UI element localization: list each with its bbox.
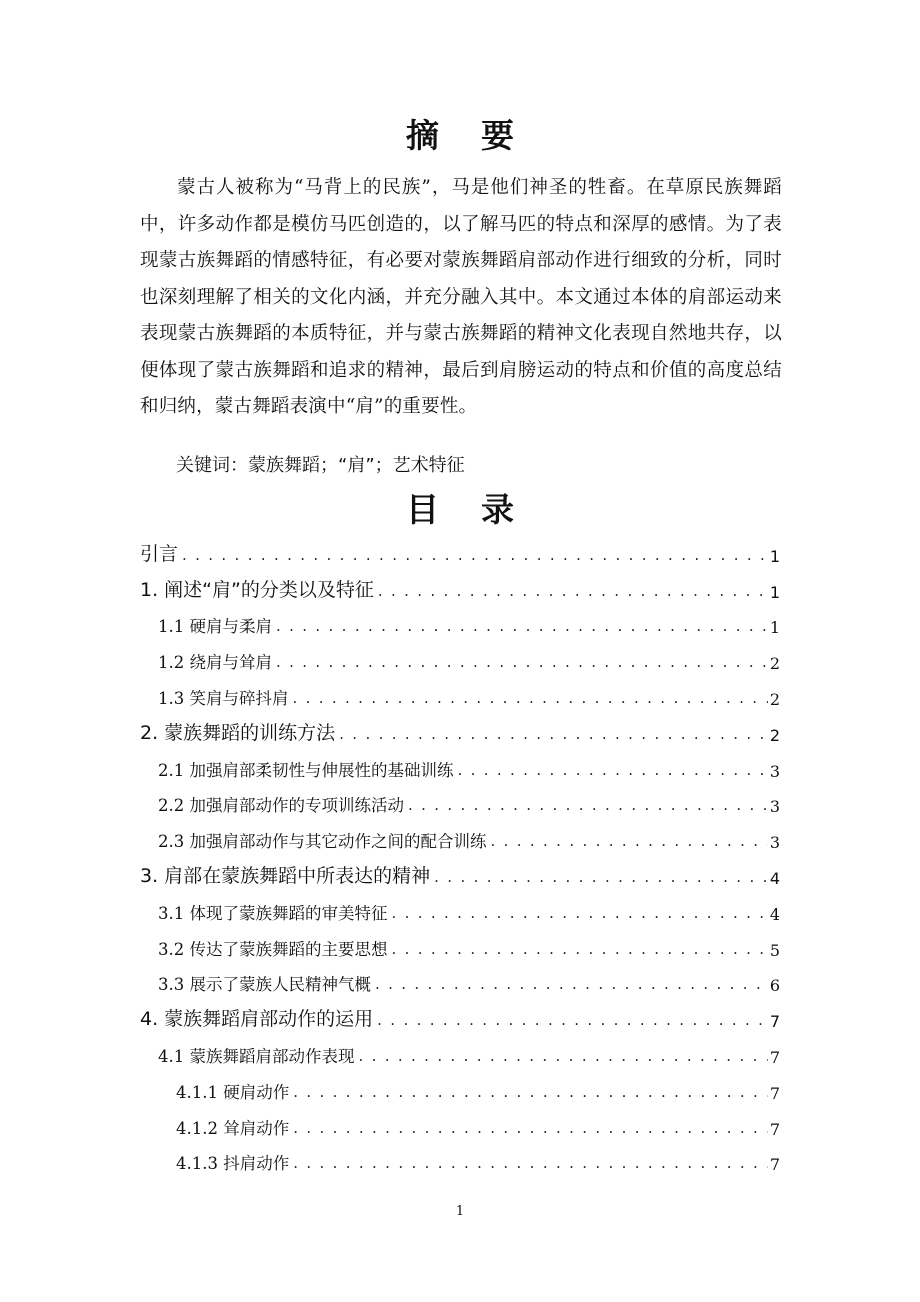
keywords-label: 关键词： xyxy=(176,455,248,476)
toc-entry-title: 4. 蒙族舞蹈肩部动作的运用 xyxy=(140,1008,374,1031)
toc-leader xyxy=(377,1009,768,1031)
toc-entry[interactable] xyxy=(140,1139,780,1175)
toc-entry-page: 3 xyxy=(769,797,780,817)
toc-title: 目录 xyxy=(406,490,556,529)
toc-entry[interactable] xyxy=(140,745,780,781)
toc-entry-title: 4.1.3 抖肩动作 xyxy=(176,1154,290,1174)
toc-leader xyxy=(293,1081,768,1103)
toc-entry[interactable] xyxy=(140,637,780,673)
toc-entry-page: 6 xyxy=(769,976,780,996)
toc-entry-title: 3.3 展示了蒙族人民精神气概 xyxy=(158,975,371,995)
toc-entry-page: 1 xyxy=(769,618,780,638)
toc-entry[interactable] xyxy=(140,709,780,745)
toc-leader xyxy=(458,759,768,781)
toc-entry-page: 2 xyxy=(769,689,780,709)
toc-entry-title: 4.1.2 耸肩动作 xyxy=(176,1118,290,1138)
toc-leader xyxy=(434,866,768,888)
toc-entry-page: 5 xyxy=(769,940,780,960)
toc-entry-title: 4.1.1 硬肩动作 xyxy=(176,1082,290,1102)
toc-entry-title: 1. 阐述“肩”的分类以及特征 xyxy=(140,578,374,601)
toc-entry[interactable] xyxy=(140,781,780,817)
toc-leader xyxy=(392,902,768,924)
toc-entry-title: 3.1 体现了蒙族舞蹈的审美特征 xyxy=(158,903,388,923)
toc-leader xyxy=(378,580,768,602)
toc-leader xyxy=(293,1117,768,1139)
toc-entry[interactable] xyxy=(140,602,780,638)
toc-entry[interactable] xyxy=(140,852,780,888)
toc-entry[interactable] xyxy=(140,673,780,709)
keywords-line xyxy=(176,452,465,480)
toc-leader xyxy=(359,1045,768,1067)
toc-leader xyxy=(375,973,768,995)
toc-entry-title: 引言 xyxy=(140,542,179,565)
toc-entry-page: 2 xyxy=(769,654,780,674)
abstract-body: 蒙古人被称为“马背上的民族”，马是他们神圣的牲畜。在草原民族舞蹈中，许多动作都是模仿马匹创造的，以了解马匹的特点和深厚的感情。为了表现蒙古族舞蹈的情感特征，有必要对蒙族舞蹈肩部动作进行细致的分析，同时也深刻理解了相关的文化内涵，并充分融入其中。本文通过本体的肩部运动来表现蒙古族舞蹈的本质特征，并与蒙古族舞蹈的精神文化表现自然地共存，以便体现了蒙古族舞蹈和追求的精神，最后到肩膀运动的特点和价值的高度总结和归纳，蒙古舞蹈表演中“肩”的重要性。 xyxy=(140,177,782,417)
toc-entry-title: 4.1 蒙族舞蹈肩部动作表现 xyxy=(158,1046,355,1066)
toc-entry-page: 7 xyxy=(769,1047,780,1067)
toc-entry[interactable] xyxy=(140,924,780,960)
toc-leader xyxy=(491,830,768,852)
toc-entry-page: 3 xyxy=(769,761,780,781)
page-number: 1 xyxy=(455,1204,465,1219)
toc-entry-title: 2.1 加强肩部柔韧性与伸展性的基础训练 xyxy=(158,760,454,780)
table-of-contents xyxy=(140,530,780,1174)
toc-leader xyxy=(276,615,768,637)
toc-entry[interactable] xyxy=(140,995,780,1031)
toc-entry[interactable] xyxy=(140,566,780,602)
toc-leader xyxy=(182,544,768,566)
keywords-value: 蒙族舞蹈；“肩”；艺术特征 xyxy=(248,455,465,476)
toc-entry-page: 1 xyxy=(769,546,780,566)
toc-entry[interactable] xyxy=(140,888,780,924)
toc-entry-page: 4 xyxy=(769,904,780,924)
toc-entry-title: 3.2 传达了蒙族舞蹈的主要思想 xyxy=(158,939,388,959)
toc-entry-page: 4 xyxy=(769,868,780,888)
toc-entry-title: 1.1 硬肩与柔肩 xyxy=(158,617,272,637)
toc-leader xyxy=(339,723,768,745)
toc-entry-title: 2. 蒙族舞蹈的训练方法 xyxy=(140,721,336,744)
toc-entry-title: 2.3 加强肩部动作与其它动作之间的配合训练 xyxy=(158,832,487,852)
toc-entry[interactable] xyxy=(140,960,780,996)
toc-entry[interactable] xyxy=(140,1103,780,1139)
toc-entry[interactable] xyxy=(140,816,780,852)
toc-entry[interactable] xyxy=(140,1031,780,1067)
toc-leader xyxy=(293,687,768,709)
toc-entry-page: 7 xyxy=(769,1119,780,1139)
toc-entry-title: 1.3 笑肩与碎抖肩 xyxy=(158,688,289,708)
toc-entry-title: 1.2 绕肩与耸肩 xyxy=(158,653,272,673)
toc-entry-title: 2.2 加强肩部动作的专项训练活动 xyxy=(158,796,404,816)
toc-entry-page: 7 xyxy=(769,1083,780,1103)
toc-leader xyxy=(293,1152,768,1174)
toc-entry-page: 3 xyxy=(769,833,780,853)
toc-leader xyxy=(408,794,768,816)
toc-entry[interactable] xyxy=(140,1067,780,1103)
abstract-title: 摘要 xyxy=(406,116,556,155)
toc-leader xyxy=(276,651,768,673)
toc-entry-title: 3. 肩部在蒙族舞蹈中所表达的精神 xyxy=(140,864,431,887)
toc-leader xyxy=(392,938,768,960)
toc-entry-page: 1 xyxy=(769,582,780,602)
toc-entry-page: 7 xyxy=(769,1155,780,1175)
toc-entry-page: 7 xyxy=(769,1012,780,1032)
toc-entry[interactable] xyxy=(140,530,780,566)
toc-entry-page: 2 xyxy=(769,725,780,745)
